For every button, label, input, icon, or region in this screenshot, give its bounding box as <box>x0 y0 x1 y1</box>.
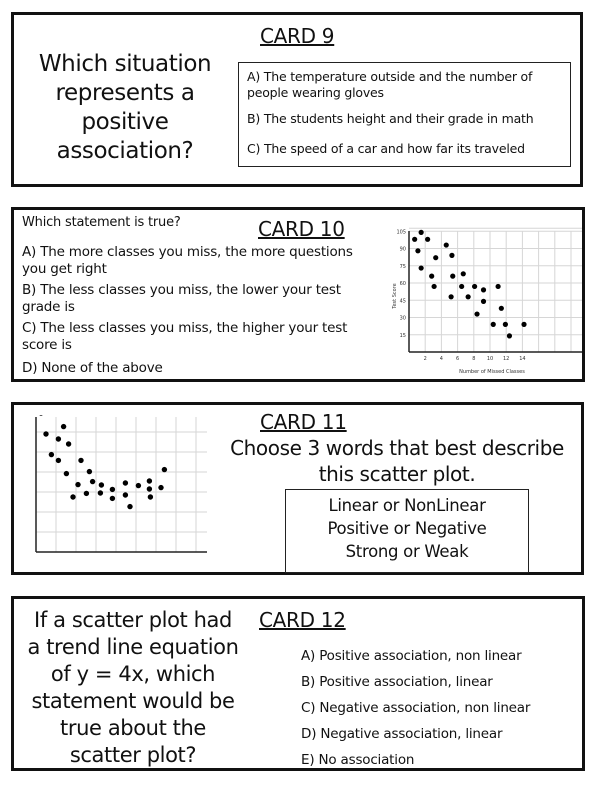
card-title: CARD 11 <box>260 410 347 434</box>
svg-text:12: 12 <box>503 356 510 362</box>
option-b[interactable]: B) The students height and their grade in math <box>247 111 534 126</box>
option-c[interactable]: C) Negative association, non linear <box>301 700 531 716</box>
prompt-line: Choose 3 words that best describe <box>230 436 564 460</box>
option-a[interactable]: A) The temperature outside and the number of people wearing gloves <box>247 69 533 100</box>
scatter-plot-missed-classes <box>388 218 584 378</box>
chart-grid <box>36 415 207 552</box>
option-b[interactable]: B) The less classes you miss, the lower your test grade is <box>22 282 341 315</box>
option-c[interactable]: C) The speed of a car and how far its traveled <box>247 141 525 156</box>
option-d[interactable]: D) Negative association, linear <box>301 726 503 742</box>
svg-text:45: 45 <box>399 298 406 305</box>
svg-text:75: 75 <box>399 263 406 270</box>
card-10 <box>11 207 585 382</box>
svg-text:60: 60 <box>399 281 406 287</box>
svg-text:30: 30 <box>399 315 406 322</box>
y-axis-label: Test Score <box>392 283 398 309</box>
data-points <box>412 230 527 339</box>
prompt-line: this scatter plot. <box>318 462 476 486</box>
svg-text:105: 105 <box>396 229 406 236</box>
question-text <box>22 607 244 769</box>
data-points <box>38 415 167 509</box>
question-line: association? <box>56 138 194 164</box>
card-12 <box>11 596 585 771</box>
prompt-text <box>210 435 584 487</box>
card-title: CARD 12 <box>259 608 346 632</box>
card-title: CARD 9 <box>260 24 335 48</box>
word-choices-box <box>285 489 529 573</box>
card-11 <box>11 402 584 575</box>
prompt-text: Which statement is true? <box>22 215 181 230</box>
option-d[interactable]: D) None of the above <box>22 360 163 376</box>
option-a[interactable]: A) Positive association, non linear <box>301 648 522 664</box>
question-line: true about the <box>60 716 206 740</box>
x-axis-label: Number of Missed Classes <box>459 369 525 375</box>
question-line: positive <box>81 109 169 135</box>
choice-direction[interactable]: Positive or Negative <box>327 519 487 538</box>
question-line: If a scatter plot had <box>34 608 232 632</box>
scatter-plot-unlabeled <box>32 415 208 565</box>
svg-text:6: 6 <box>456 356 460 362</box>
svg-text:15: 15 <box>399 332 406 339</box>
choice-linearity[interactable]: Linear or NonLinear <box>328 496 486 515</box>
card-title: CARD 10 <box>258 217 345 241</box>
card-9 <box>11 12 583 187</box>
choice-strength[interactable]: Strong or Weak <box>345 542 469 561</box>
option-b[interactable]: B) Positive association, linear <box>301 674 493 690</box>
svg-text:10: 10 <box>486 356 494 362</box>
option-a[interactable]: A) The more classes you miss, the more questions you get right <box>22 244 353 277</box>
chart-grid <box>409 228 582 352</box>
option-e[interactable]: E) No association <box>301 752 415 768</box>
svg-text:90: 90 <box>399 246 406 253</box>
svg-text:2: 2 <box>423 356 427 362</box>
question-line: scatter plot? <box>69 743 197 767</box>
question-text <box>20 50 230 166</box>
question-line: a trend line equation <box>27 635 239 659</box>
question-line: statement would be <box>31 689 235 713</box>
question-line: of y = 4x, which <box>50 662 216 686</box>
answer-options <box>301 643 581 773</box>
question-line: represents a <box>55 80 195 106</box>
x-tick-labels <box>424 356 526 362</box>
answer-options <box>22 244 372 377</box>
question-line: Which situation <box>38 51 212 77</box>
svg-text:4: 4 <box>439 356 443 362</box>
answer-options-box <box>238 62 571 167</box>
option-c[interactable]: C) The less classes you miss, the higher your test score is <box>22 320 348 353</box>
svg-text:8: 8 <box>472 356 476 362</box>
svg-text:14: 14 <box>519 356 526 362</box>
